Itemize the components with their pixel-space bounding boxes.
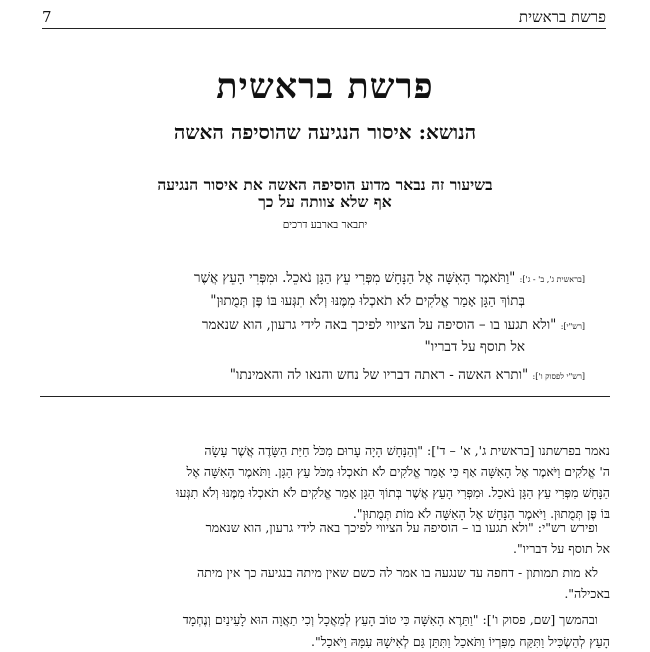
quote-2-text-1: "ולא תגעו בו – הוסיפה על הציווי לפיכך באה לידי גרעון, הוא שנאמר <box>201 317 557 333</box>
paragraph-5 <box>36 631 610 652</box>
quote-1-source: [בראשית ג', ב' - ג']: <box>519 275 585 284</box>
paragraph-3-line-2: באכילה". <box>564 586 610 601</box>
paragraph-3 <box>36 562 610 604</box>
paragraph-2-line-1: ופירש רש"י: "ולא תגעו בו – הוסיפה על הציווי לפיכך באה לידי גרעון, הוא שנאמר <box>205 520 598 535</box>
page-number: 7 <box>42 8 52 26</box>
paragraph-5-line-1: הָעֵץ לְהַשְׂכִּיל וַתִּקַּח מִפִּרְיוֹ וַתֹּאכַל וַתִּתֵּן גַּם לְאִישָׁהּ עִמָּהּ וַיֹּאכַל". <box>311 634 610 649</box>
running-title: פרשת בראשית <box>518 7 606 26</box>
section-divider <box>40 396 610 397</box>
paragraph-2 <box>36 517 610 559</box>
intro-line-3: יתבאר בארבע דרכים <box>282 219 368 231</box>
quote-3-text-1: "ותרא האשה - ראתה דבריו של נחש והנאו לה והאמינתו" <box>229 367 529 383</box>
paragraph-4 <box>36 609 610 630</box>
quote-1-line-1 <box>36 270 585 286</box>
subject-heading: הנושא: איסור הנגיעה שהוסיפה האשה <box>173 120 477 144</box>
paragraph-1-line-1: נאמר בפרשתנו [בראשית ג', א' – ד']: "וְהַנָּחָשׁ הָיָה עָרוּם מִכֹּל חַיַּת הַשָּׂדֶה אֲשֶׁר עָשָׂה <box>204 443 610 458</box>
quote-3-line-1 <box>36 367 585 383</box>
paragraph-1-line-4: בּוֹ פֶּן תְּמֻתוּן. וַיֹּאמֶר הַנָּחָשׁ אֶל הָאִשָּׁה לֹא מוֹת תְּמֻתוּן". <box>352 506 610 521</box>
intro-line-1: בשיעור זה נבאר מדוע הוסיפה האשה את איסור הנגיעה <box>157 175 493 194</box>
page-title: פרשת בראשית <box>216 66 434 107</box>
quote-2-source: [רש"י]: <box>560 322 585 331</box>
paragraph-4-line-1: ובהמשך [שם, פסוק ו']: "וַתֵּרֶא הָאִשָּׁה כִּי טוֹב הָעֵץ לְמַאֲכָל וְכִי תַאֲוָה הוּא לָעֵינַיִם וְנֶחְמָד <box>182 612 598 627</box>
quote-3-source: [רש"י לפסוק ו']: <box>532 372 585 381</box>
quote-1-text-2: בְּתוֹךְ הַגָּן אָמַר אֱלֹקִים לֹא תֹאכְלוּ מִמֶּנּוּ וְלֹא תִגְּעוּ בּוֹ פֶּן תְּמֻתוּן" <box>210 293 525 309</box>
paragraph-3-line-1: לא מות תמותון - דחפה עד שנגעה בו אמר לה כשם שאין מיתה בנגיעה כך אין מיתה <box>196 565 598 580</box>
paragraph-1-line-3: הַנָּחָשׁ מִפְּרִי עֵץ הַגָּן נֹאכֵל. וּמִפְּרִי הָעֵץ אֲשֶׁר בְּתוֹךְ הַגָּן אָמַר אֱלֹקִים לֹא תֹאכְלוּ מִמֶּנּוּ וְלֹא תִגְּעוּ <box>176 485 610 500</box>
quote-1-text-1: "וַתֹּאמֶר הָאִשָּׁה אֶל הַנָּחָשׁ מִפְּרִי עֵץ הַגָּן נֹאכֵל. וּמִפְּרִי הָעֵץ אֲשֶׁר <box>193 270 516 286</box>
paragraph-2-line-2: אל תוסף על דבריו". <box>513 541 610 556</box>
paragraph-1-line-2: ה' אֱלֹקִים וַיֹּאמֶר אֶל הָאִשָּׁה אַף כִּי אָמַר אֱלֹקִים לֹא תֹאכְלוּ מִכֹּל עֵץ הַגָּן. וַתֹּאמֶר הָאִשָּׁה אֶל <box>186 464 610 479</box>
quote-2-text-2: אל תוסף על דבריו" <box>424 339 525 355</box>
page-header <box>42 6 606 29</box>
intro-line-2: אף שלא צוותה על כך <box>258 192 392 211</box>
paragraph-1 <box>36 440 610 524</box>
quote-2-line-1 <box>36 317 585 333</box>
